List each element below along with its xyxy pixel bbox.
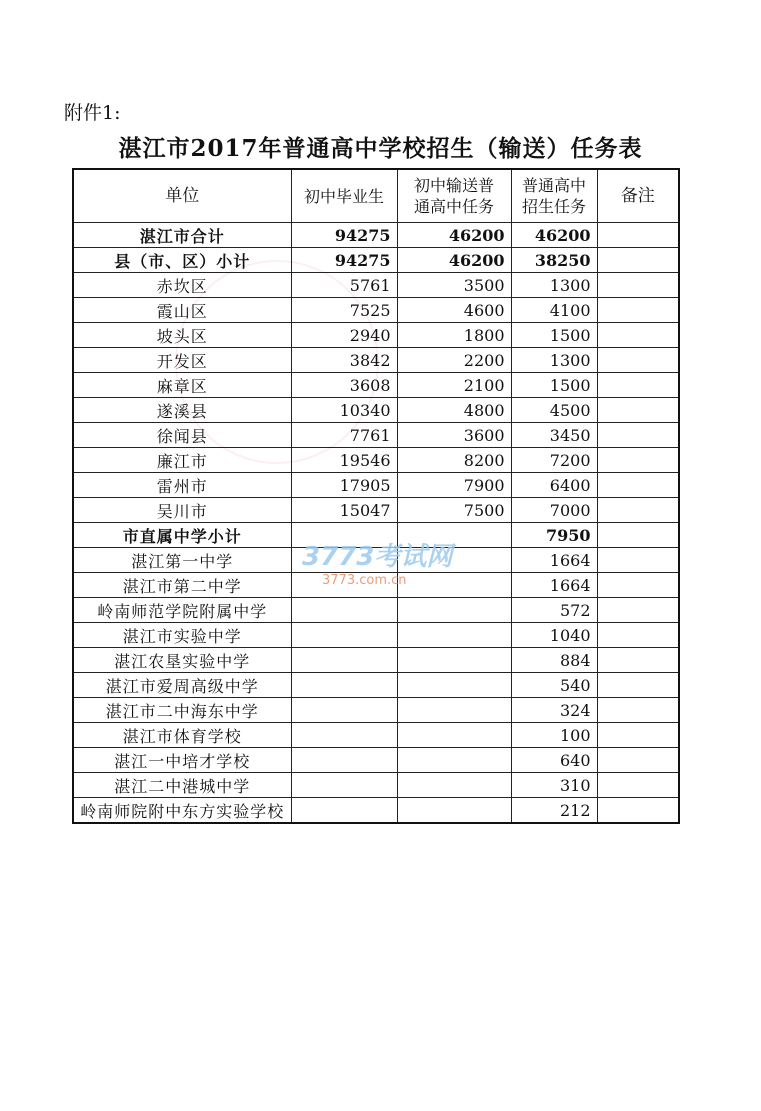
cell-note (597, 698, 679, 723)
table-row (73, 598, 679, 623)
cell-unit: 县（市、区）小计 (73, 248, 291, 273)
table-row (73, 448, 679, 473)
cell-graduates (291, 548, 397, 573)
cell-enroll: 3450 (511, 423, 597, 448)
table-row (73, 223, 679, 248)
attachment-label: 附件1: (64, 102, 121, 124)
table-header-row (73, 169, 679, 223)
cell-enroll: 46200 (511, 223, 597, 248)
cell-graduates: 94275 (291, 248, 397, 273)
cell-note (597, 573, 679, 598)
cell-unit: 湛江第一中学 (73, 548, 291, 573)
cell-note (597, 748, 679, 773)
cell-unit: 霞山区 (73, 298, 291, 323)
cell-enroll: 100 (511, 723, 597, 748)
cell-enroll: 7950 (511, 523, 597, 548)
cell-transfer: 3600 (397, 423, 511, 448)
header-transfer-line1: 初中输送普 (413, 176, 494, 195)
cell-note (597, 773, 679, 798)
cell-note (597, 373, 679, 398)
cell-transfer (397, 773, 511, 798)
header-enroll-line1: 普通高中 (521, 176, 586, 195)
cell-note (597, 598, 679, 623)
cell-note (597, 248, 679, 273)
cell-transfer (397, 723, 511, 748)
document-title: 湛江市2017年普通高中学校招生（输送）任务表 (118, 135, 643, 162)
cell-note (597, 648, 679, 673)
table-row (73, 523, 679, 548)
cell-transfer (397, 623, 511, 648)
table-row (73, 723, 679, 748)
cell-transfer: 46200 (397, 223, 511, 248)
table-row (73, 298, 679, 323)
cell-transfer: 46200 (397, 248, 511, 273)
cell-note (597, 323, 679, 348)
cell-graduates (291, 598, 397, 623)
cell-note (597, 223, 679, 248)
cell-note (597, 798, 679, 824)
cell-enroll: 324 (511, 698, 597, 723)
cell-note (597, 448, 679, 473)
cell-transfer (397, 798, 511, 824)
cell-enroll: 640 (511, 748, 597, 773)
cell-graduates: 3608 (291, 373, 397, 398)
cell-note (597, 723, 679, 748)
header-transfer (397, 169, 511, 223)
cell-unit: 湛江一中培才学校 (73, 748, 291, 773)
cell-transfer: 2100 (397, 373, 511, 398)
header-note: 备注 (597, 169, 679, 223)
cell-transfer (397, 548, 511, 573)
cell-enroll: 884 (511, 648, 597, 673)
cell-graduates (291, 748, 397, 773)
cell-transfer: 3500 (397, 273, 511, 298)
cell-unit: 湛江市实验中学 (73, 623, 291, 648)
cell-note (597, 298, 679, 323)
cell-graduates (291, 648, 397, 673)
cell-note (597, 273, 679, 298)
table-row (73, 423, 679, 448)
cell-graduates (291, 573, 397, 598)
cell-transfer (397, 573, 511, 598)
cell-graduates (291, 698, 397, 723)
cell-enroll: 1500 (511, 323, 597, 348)
cell-graduates (291, 523, 397, 548)
cell-enroll: 4100 (511, 298, 597, 323)
cell-enroll: 212 (511, 798, 597, 824)
table-row (73, 573, 679, 598)
cell-note (597, 523, 679, 548)
cell-enroll: 1300 (511, 273, 597, 298)
table-row (73, 273, 679, 298)
table-row (73, 798, 679, 824)
table-row (73, 498, 679, 523)
cell-note (597, 473, 679, 498)
table-row (73, 398, 679, 423)
table-row (73, 773, 679, 798)
cell-enroll: 310 (511, 773, 597, 798)
cell-graduates: 5761 (291, 273, 397, 298)
header-unit: 单位 (73, 169, 291, 223)
cell-unit: 湛江市第二中学 (73, 573, 291, 598)
watermark-main: 3773考试网 (302, 542, 453, 572)
cell-transfer (397, 648, 511, 673)
cell-enroll: 6400 (511, 473, 597, 498)
cell-unit: 麻章区 (73, 373, 291, 398)
cell-transfer: 4800 (397, 398, 511, 423)
table-row (73, 348, 679, 373)
cell-graduates (291, 798, 397, 824)
cell-unit: 湛江市合计 (73, 223, 291, 248)
cell-enroll: 540 (511, 673, 597, 698)
cell-transfer (397, 698, 511, 723)
cell-unit: 岭南师范学院附属中学 (73, 598, 291, 623)
table-row (73, 623, 679, 648)
cell-unit: 坡头区 (73, 323, 291, 348)
header-transfer-line2: 通高中任务 (413, 197, 494, 216)
table-row (73, 473, 679, 498)
cell-transfer: 7900 (397, 473, 511, 498)
cell-unit: 赤坎区 (73, 273, 291, 298)
table-row (73, 373, 679, 398)
cell-transfer (397, 523, 511, 548)
cell-graduates: 19546 (291, 448, 397, 473)
cell-note (597, 673, 679, 698)
cell-enroll: 1664 (511, 548, 597, 573)
cell-unit: 湛江二中港城中学 (73, 773, 291, 798)
cell-graduates (291, 673, 397, 698)
cell-note (597, 348, 679, 373)
cell-transfer: 8200 (397, 448, 511, 473)
cell-enroll: 572 (511, 598, 597, 623)
cell-unit: 岭南师院附中东方实验学校 (73, 798, 291, 824)
cell-enroll: 38250 (511, 248, 597, 273)
cell-note (597, 548, 679, 573)
header-enroll (511, 169, 597, 223)
table-body (73, 223, 679, 824)
cell-graduates: 2940 (291, 323, 397, 348)
cell-transfer: 7500 (397, 498, 511, 523)
cell-unit: 廉江市 (73, 448, 291, 473)
table-row (73, 248, 679, 273)
cell-note (597, 623, 679, 648)
cell-note (597, 423, 679, 448)
table-row (73, 648, 679, 673)
cell-transfer (397, 748, 511, 773)
cell-transfer (397, 598, 511, 623)
cell-enroll: 1664 (511, 573, 597, 598)
cell-graduates: 15047 (291, 498, 397, 523)
cell-graduates: 94275 (291, 223, 397, 248)
cell-graduates (291, 623, 397, 648)
cell-graduates: 10340 (291, 398, 397, 423)
cell-enroll: 7000 (511, 498, 597, 523)
cell-enroll: 1300 (511, 348, 597, 373)
cell-note (597, 398, 679, 423)
cell-unit: 市直属中学小计 (73, 523, 291, 548)
cell-graduates: 3842 (291, 348, 397, 373)
cell-unit: 湛江农垦实验中学 (73, 648, 291, 673)
watermark-sub: 3773.com.cn (322, 573, 407, 588)
cell-note (597, 498, 679, 523)
cell-transfer (397, 673, 511, 698)
cell-graduates: 7525 (291, 298, 397, 323)
enrollment-table (72, 168, 680, 824)
cell-graduates: 7761 (291, 423, 397, 448)
cell-unit: 徐闻县 (73, 423, 291, 448)
cell-graduates (291, 723, 397, 748)
table-row (73, 548, 679, 573)
cell-unit: 湛江市爱周高级中学 (73, 673, 291, 698)
cell-unit: 雷州市 (73, 473, 291, 498)
cell-graduates (291, 773, 397, 798)
cell-unit: 吴川市 (73, 498, 291, 523)
table-row (73, 673, 679, 698)
cell-transfer: 1800 (397, 323, 511, 348)
cell-enroll: 7200 (511, 448, 597, 473)
cell-enroll: 1500 (511, 373, 597, 398)
cell-enroll: 1040 (511, 623, 597, 648)
header-graduates: 初中毕业生 (291, 169, 397, 223)
cell-unit: 开发区 (73, 348, 291, 373)
cell-enroll: 4500 (511, 398, 597, 423)
cell-graduates: 17905 (291, 473, 397, 498)
cell-transfer: 4600 (397, 298, 511, 323)
cell-unit: 遂溪县 (73, 398, 291, 423)
table-row (73, 698, 679, 723)
cell-unit: 湛江市二中海东中学 (73, 698, 291, 723)
cell-transfer: 2200 (397, 348, 511, 373)
cell-unit: 湛江市体育学校 (73, 723, 291, 748)
table-row (73, 748, 679, 773)
header-enroll-line2: 招生任务 (521, 197, 586, 216)
table-row (73, 323, 679, 348)
